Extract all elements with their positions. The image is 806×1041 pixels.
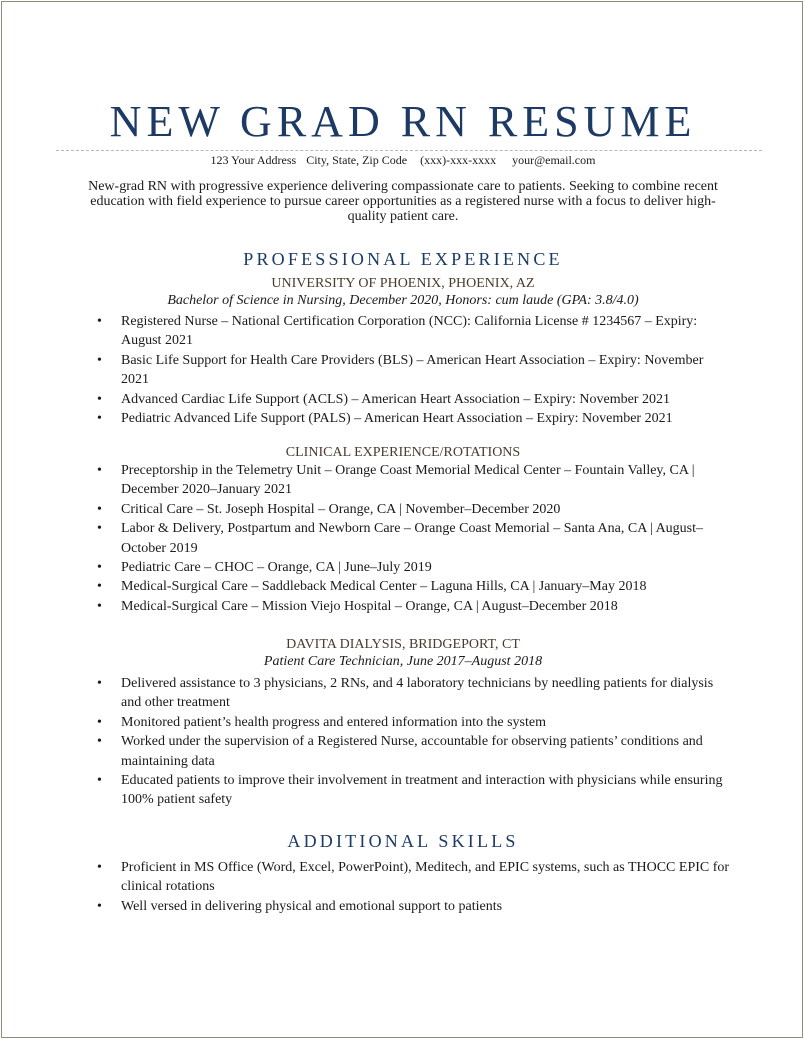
list-item: • Preceptorship in the Telemetry Unit – Orange Coast Memorial Medical Center – Fountain Valley, CA | December 2020–January 2021 xyxy=(121,461,733,500)
list-item: • Monitored patient’s health progress and entered information into the system xyxy=(121,713,733,732)
list-item: • Pediatric Advanced Life Support (PALS) – American Heart Association – Expiry: November 2021 xyxy=(121,409,733,428)
list-item: • Educated patients to improve their involvement in treatment and interaction with physicians while ensuring 100% patient safety xyxy=(121,771,733,810)
clinical-list xyxy=(121,461,733,616)
contact-phone: (xxx)-xxx-xxxx xyxy=(420,153,497,167)
list-item: • Proficient in MS Office (Word, Excel, PowerPoint), Meditech, and EPIC systems, such as THOCC EPIC for clinical rotations xyxy=(121,858,733,897)
skills-list xyxy=(121,858,733,916)
list-item: • Labor & Delivery, Postpartum and Newborn Care – Orange Coast Memorial – Santa Ana, CA | August–October 2019 xyxy=(121,519,733,558)
list-item: • Delivered assistance to 3 physicians, 2 RNs, and 4 laboratory technicians by needling patients for dialysis and other treatment xyxy=(121,674,733,713)
job-duties-list xyxy=(121,674,733,810)
education-degree: Bachelor of Science in Nursing, December 2020, Honors: cum laude (GPA: 3.8/4.0) xyxy=(167,293,639,308)
contact-address: 123 Your Address xyxy=(210,153,297,167)
list-item: • Basic Life Support for Health Care Providers (BLS) – American Heart Association – Expiry: November 2021 xyxy=(121,351,733,390)
list-item: • Registered Nurse – National Certification Corporation (NCC): California License # 1234567 – Expiry: August 2021 xyxy=(121,312,733,351)
section-title-professional-experience: PROFESSIONAL EXPERIENCE xyxy=(243,249,563,269)
list-item: • Critical Care – St. Joseph Hospital – Orange, CA | November–December 2020 xyxy=(121,500,733,519)
education-school: UNIVERSITY OF PHOENIX, PHOENIX, AZ xyxy=(271,276,535,291)
resume-title: NEW GRAD RN RESUME xyxy=(109,97,697,146)
section-title-additional-skills: ADDITIONAL SKILLS xyxy=(287,831,519,851)
summary-paragraph: New-grad RN with progressive experience delivering compassionate care to patients. Seeking to combine recent education with field experience to pursue career opportunities as a registered nurse with a focus to deliver high-quality patient care. xyxy=(88,179,718,224)
job-employer: DAVITA DIALYSIS, BRIDGEPORT, CT xyxy=(286,637,520,652)
list-item: • Worked under the supervision of a Registered Nurse, accountable for observing patients’ conditions and maintaining data xyxy=(121,732,733,771)
list-item: • Pediatric Care – CHOC – Orange, CA | June–July 2019 xyxy=(121,558,733,577)
list-item: • Medical-Surgical Care – Mission Viejo Hospital – Orange, CA | August–December 2018 xyxy=(121,597,733,616)
clinical-title: CLINICAL EXPERIENCE/ROTATIONS xyxy=(285,445,521,460)
list-item: • Medical-Surgical Care – Saddleback Medical Center – Laguna Hills, CA | January–May 2018 xyxy=(121,577,733,596)
contact-line xyxy=(0,152,806,168)
job-role: Patient Care Technician, June 2017–August 2018 xyxy=(263,654,543,669)
certification-list xyxy=(121,312,733,428)
list-item: • Advanced Cardiac Life Support (ACLS) – American Heart Association – Expiry: November 2021 xyxy=(121,390,733,409)
header-divider xyxy=(56,150,762,151)
contact-city: City, State, Zip Code xyxy=(306,153,408,167)
contact-email: your@email.com xyxy=(512,153,596,167)
list-item: • Well versed in delivering physical and emotional support to patients xyxy=(121,897,733,916)
